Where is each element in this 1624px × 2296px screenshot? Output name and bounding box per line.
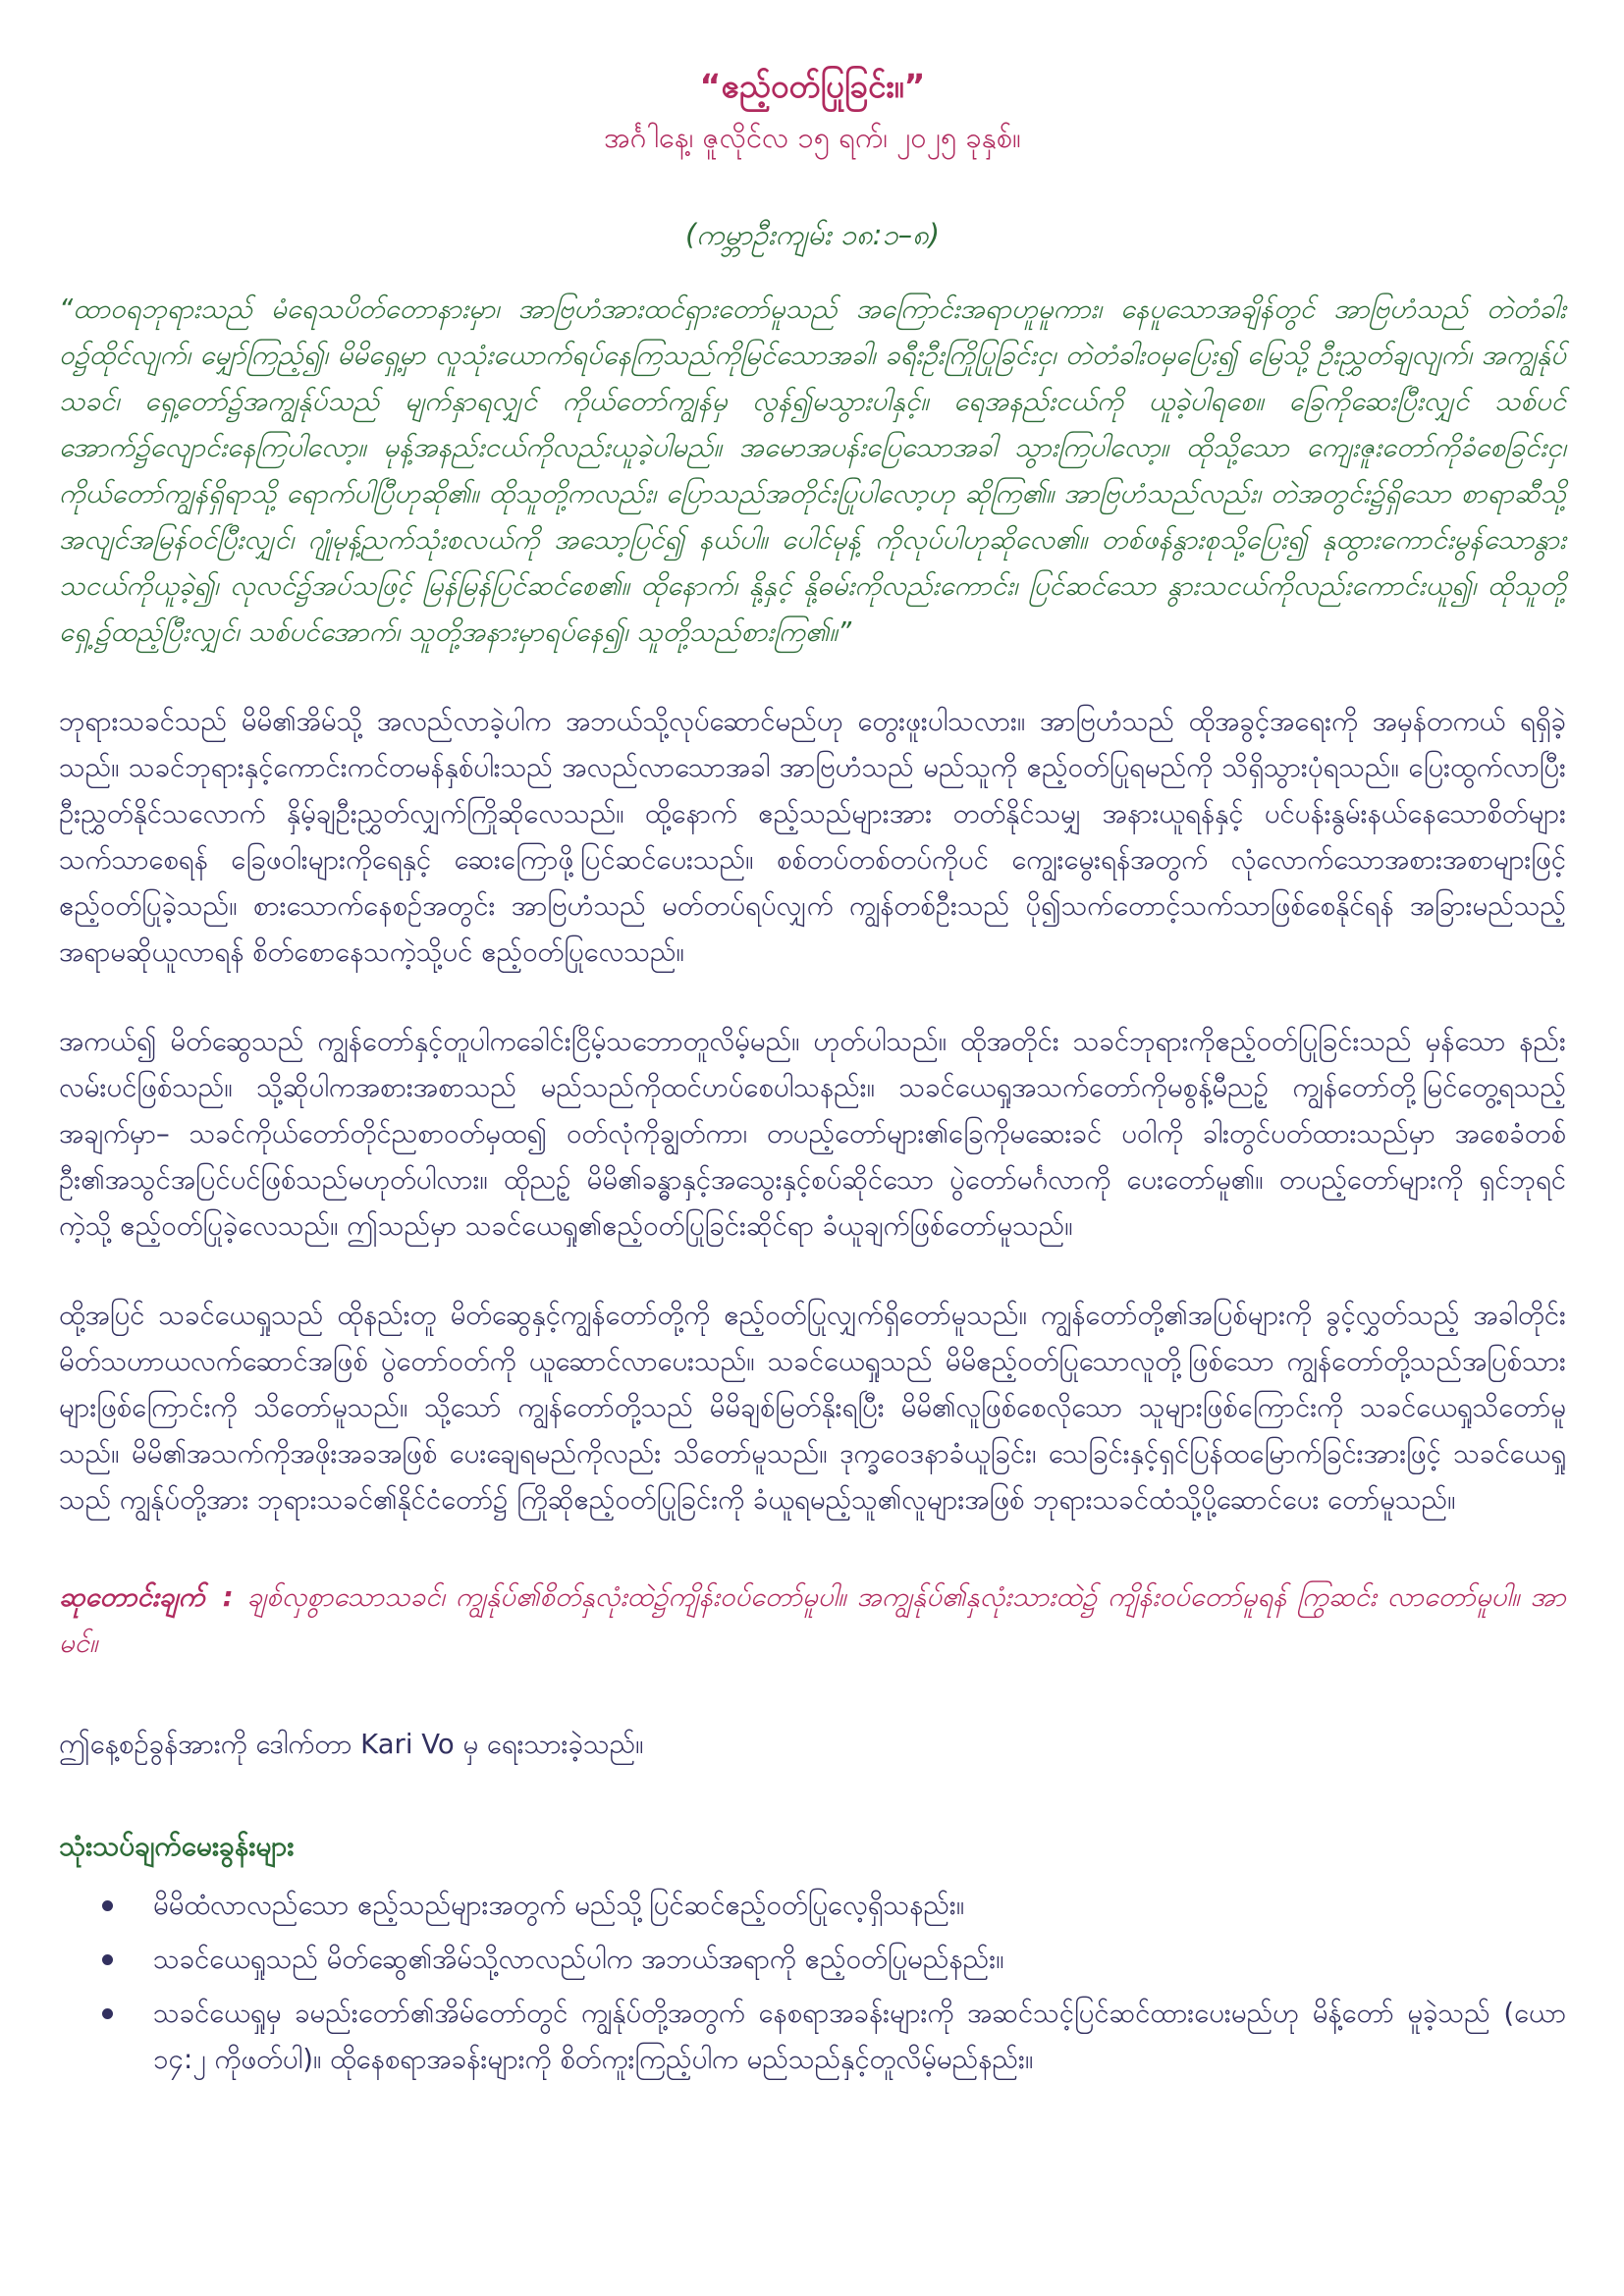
question-text-1: မိမိထံလာလည်သော ဧည့်သည်များအတွက် မည်သို့ပြင်ဆင်ဧည့်ဝတ်ပြုလေ့ရှိသနည်း။	[153, 1889, 965, 1921]
author-credit-line: ဤနေ့စဉ်ခွန်အားကို ဒေါက်တာ Kari Vo မှ ရေးသားခဲ့သည်။	[59, 1728, 644, 1760]
question-item-2	[59, 1937, 1566, 1983]
reflection-questions-heading: သုံးသပ်ချက်မေးခွန်းများ	[59, 1829, 295, 1862]
reflection-questions-list	[59, 1883, 1566, 2083]
document-title: “ဧည့်ဝတ်ပြုခြင်း။”	[699, 67, 926, 105]
document-date: အင်္ဂါနေ့၊ ဇူလိုင်လ ၁၅ ရက်၊ ၂၀၂၅ ခုနှစ်။	[604, 121, 1021, 155]
bullet-icon	[102, 2008, 113, 2019]
bullet-icon	[102, 1954, 113, 1965]
body-paragraph-2: အကယ်၍ မိတ်ဆွေသည် ကျွန်တော်နှင့်တူပါကခေါင်းငြိမ့်သဘောတူလိမ့်မည်။ ဟုတ်ပါသည်။ ထိုအတိုင်း သခင်ဘုရားကိုဧည့်ဝတ်ပြုခြင်းသည် မှန်သော နည်းလမ်းပင်ဖြစ်သည်။ သို့ဆိုပါကအစားအစာသည် မည်သည်ကိုထင်ဟပ်စေပါသနည်း။ သခင်ယေရှုအသက်တော်ကိုမစွန့်မီညဉ့် ကျွန်တော်တို့မြင်တွေ့ရသည့်အချက်မှာ– သခင်ကိုယ်တော်တိုင်ညစာဝတ်မှထ၍ ဝတ်လုံကိုချွတ်ကာ၊ တပည့်တော်များ၏ခြေကိုမဆေးခင် ပဝါကို ခါးတွင်ပတ်ထားသည်မှာ အစေခံတစ်ဦး၏အသွင်အပြင်ပင်ဖြစ်သည်မဟုတ်ပါလား။ ထိုညဉ့် မိမိ၏ခန္ဓာနှင့်အသွေးနှင့်စပ်ဆိုင်သော ပွဲတော်မင်္ဂလာကို ပေးတော်မူ၏။ တပည့်တော်များကို ရှင်ဘုရင်ကဲ့သို့ ဧည့်ဝတ်ပြုခဲ့လေသည်။ ဤသည်မှာ သခင်ယေရှု၏ဧည့်ဝတ်ပြုခြင်းဆိုင်ရာ ခံယူချက်ဖြစ်တော်မူသည်။	[59, 1025, 1566, 1242]
question-text-3: သခင်ယေရှုမှ ခမည်းတော်၏အိမ်တော်တွင် ကျွန်ုပ်တို့အတွက် နေစရာအခန်းများကို အဆင်သင့်ပြင်ဆင်ထားပေးမည်ဟု မိန့်တော် မူခဲ့သည် (ယော ၁၄:၂ ကိုဖတ်ပါ)။ ထိုနေစရာအခန်းများကို စိတ်ကူးကြည့်ပါက မည်သည်နှင့်တူလိမ့်မည်နည်း။	[153, 1997, 1566, 2075]
scripture-reference: (ကမ္ဘာဦးကျမ်း ၁၈:၁–၈)	[684, 217, 941, 251]
question-item-3	[59, 1991, 1566, 2083]
prayer-section	[59, 1575, 1566, 1667]
body-paragraph-1: ဘုရားသခင်သည် မိမိ၏အိမ်သို့ အလည်လာခဲ့ပါက အဘယ်သို့လုပ်ဆောင်မည်ဟု တွေးဖူးပါသလား။ အာဗြဟံသည် ထိုအခွင့်အရေးကို အမှန်တကယ် ရရှိခဲ့သည်။ သခင်ဘုရားနှင့်ကောင်းကင်တမန်နှစ်ပါးသည် အလည်လာသောအခါ အာဗြဟံသည် မည်သူကို ဧည့်ဝတ်ပြုရမည်ကို သိရှိသွားပုံရသည်။ ပြေးထွက်လာပြီး ဦးညွှတ်နိုင်သလောက် နှိမ့်ချဦးညွှတ်လျှက်ကြိုဆိုလေသည်။ ထို့နောက် ဧည့်သည်များအား တတ်နိုင်သမျှ အနားယူရန်နှင့် ပင်ပန်းနွမ်းနယ်နေသောစိတ်များသက်သာစေရန် ခြေဖဝါးများကိုရေနှင့် ဆေးကြောဖို့ပြင်ဆင်ပေးသည်။ စစ်တပ်တစ်တပ်ကိုပင် ကျွေးမွေးရန်အတွက် လုံလောက်သောအစားအစာများဖြင့် ဧည့်ဝတ်ပြုခဲ့သည်။ စားသောက်နေစဉ်အတွင်း အာဗြဟံသည် မတ်တပ်ရပ်လျှက် ကျွန်တစ်ဦးသည် ပို၍သက်တောင့်သက်သာဖြစ်စေနိုင်ရန် အခြားမည်သည့်အရာမဆိုယူလာရန် စိတ်စောနေသကဲ့သို့ပင် ဧည့်ဝတ်ပြုလေသည်။	[59, 705, 1566, 968]
scripture-quote: “ထာဝရဘုရားသည် မံရေသပိတ်တောနားမှာ၊ အာဗြဟံအားထင်ရှားတော်မူသည် အကြောင်းအရာဟူမူကား၊ နေပူသောအချိန်တွင် အာဗြဟံသည် တဲတံခါးဝ၌ထိုင်လျက်၊ မျှော်ကြည့်၍၊ မိမိရှေ့မှာ လူသုံးယောက်ရပ်နေကြသည်ကိုမြင်သောအခါ၊ ခရီးဦးကြိုပြုခြင်းငှ၊ တဲတံခါးဝမှပြေး၍ မြေသို့ ဦးညွှတ်ချလျက်၊ အကျွန်ုပ်သခင်၊ ရှေ့တော်၌အကျွန်ုပ်သည် မျက်နှာရလျှင် ကိုယ်တော်ကျွန်မှ လွန်၍မသွားပါနှင့်။ ရေအနည်းငယ်ကို ယူခဲ့ပါရစေ။ ခြေကိုဆေးပြီးလျှင် သစ်ပင်အောက်၌လျောင်းနေကြပါလော့။ မုန့်အနည်းငယ်ကိုလည်းယူခဲ့ပါမည်။ အမောအပန်းပြေသောအခါ သွားကြပါလော့။ ထိုသို့သော ကျေးဇူးတော်ကိုခံစေခြင်းငှ၊ ကိုယ်တော်ကျွန်ရှိရာသို့ ရောက်ပါပြီဟုဆို၏။ ထိုသူတို့ကလည်း၊ ပြောသည်အတိုင်းပြုပါလော့ဟု ဆိုကြ၏။ အာဗြဟံသည်လည်း၊ တဲအတွင်း၌ရှိသော စာရာဆီသို့ အလျင်အမြန်ဝင်ပြီးလျှင်၊ ဂျုံမုန့်ညက်သုံးစလယ်ကို အသော့ပြင်၍ နယ်ပါ။ ပေါင်မုန့် ကိုလုပ်ပါဟုဆိုလေ၏။ တစ်ဖန်နွားစုသို့ပြေး၍ နုထွားကောင်းမွန်သောနွားသငယ်ကိုယူခဲ့၍၊ လုလင်၌အပ်သဖြင့် မြန်မြန်ပြင်ဆင်စေ၏။ ထိုနောက်၊ နို့နှင့် နို့ဓမ်းကိုလည်းကောင်း၊ ပြင်ဆင်သော နွားသငယ်ကိုလည်းကောင်းယူ၍၊ ထိုသူတို့ရှေ့၌ထည့်ပြီးလျှင်၊ သစ်ပင်အောက်၊ သူတို့အနားမှာရပ်နေ၍၊ သူတို့သည်စားကြ၏။”	[59, 293, 1566, 648]
body-paragraph-3: ထို့အပြင် သခင်ယေရှုသည် ထိုနည်းတူ မိတ်ဆွေနှင့်ကျွန်တော်တို့ကို ဧည့်ဝတ်ပြုလျှက်ရှိတော်မူသည်။ ကျွန်တော်တို့၏အပြစ်များကို ခွင့်လွှတ်သည့် အခါတိုင်း မိတ်သဟာယလက်ဆောင်အဖြစ် ပွဲတော်ဝတ်ကို ယူဆောင်လာပေးသည်။ သခင်ယေရှုသည် မိမိဧည့်ဝတ်ပြုသောလူတို့ဖြစ်သော ကျွန်တော်တို့သည်အပြစ်သားများဖြစ်ကြောင်းကို သိတော်မူသည်။ သို့သော် ကျွန်တော်တို့သည် မိမိချစ်မြတ်နိုးရပြီး မိမိ၏လူဖြစ်စေလိုသော သူများဖြစ်ကြောင်းကို သခင်ယေရှုသိတော်မူသည်။ မိမိ၏အသက်ကိုအဖိုးအခအဖြစ် ပေးချေရမည်ကိုလည်း သိတော်မူသည်။ ဒုက္ခဝေဒနာခံယူခြင်း၊ သေခြင်းနှင့်ရှင်ပြန်ထမြောက်ခြင်းအားဖြင့် သခင်ယေရှုသည် ကျွန်ုပ်တို့အား ဘုရားသခင်၏နိုင်ငံတော်၌ ကြိုဆိုဧည့်ဝတ်ပြုခြင်းကို ခံယူရမည့်သူ၏လူများအဖြစ် ဘုရားသခင်ထံသို့ပို့ဆောင်ပေး တော်မူသည်။	[59, 1299, 1566, 1516]
question-item-1	[59, 1883, 1566, 1929]
bullet-icon	[102, 1900, 113, 1911]
prayer-colon: :	[222, 1580, 234, 1613]
prayer-text: ချစ်လှစွာသောသခင်၊ ကျွန်ုပ်၏စိတ်နှလုံးထဲ၌ကျိန်းဝပ်တော်မူပါ။ အကျွန်ုပ်၏နှလုံးသားထဲ၌ ကျိန်းဝပ်တော်မူရန် ကြွဆင်း လာတော်မူပါ။ အာမင်။	[59, 1580, 1566, 1659]
prayer-label: ဆုတောင်းချက်	[59, 1580, 205, 1613]
question-text-2: သခင်ယေရှုသည် မိတ်ဆွေ၏အိမ်သို့လာလည်ပါက အဘယ်အရာကို ဧည့်ဝတ်ပြုမည်နည်း။	[153, 1943, 1004, 1975]
